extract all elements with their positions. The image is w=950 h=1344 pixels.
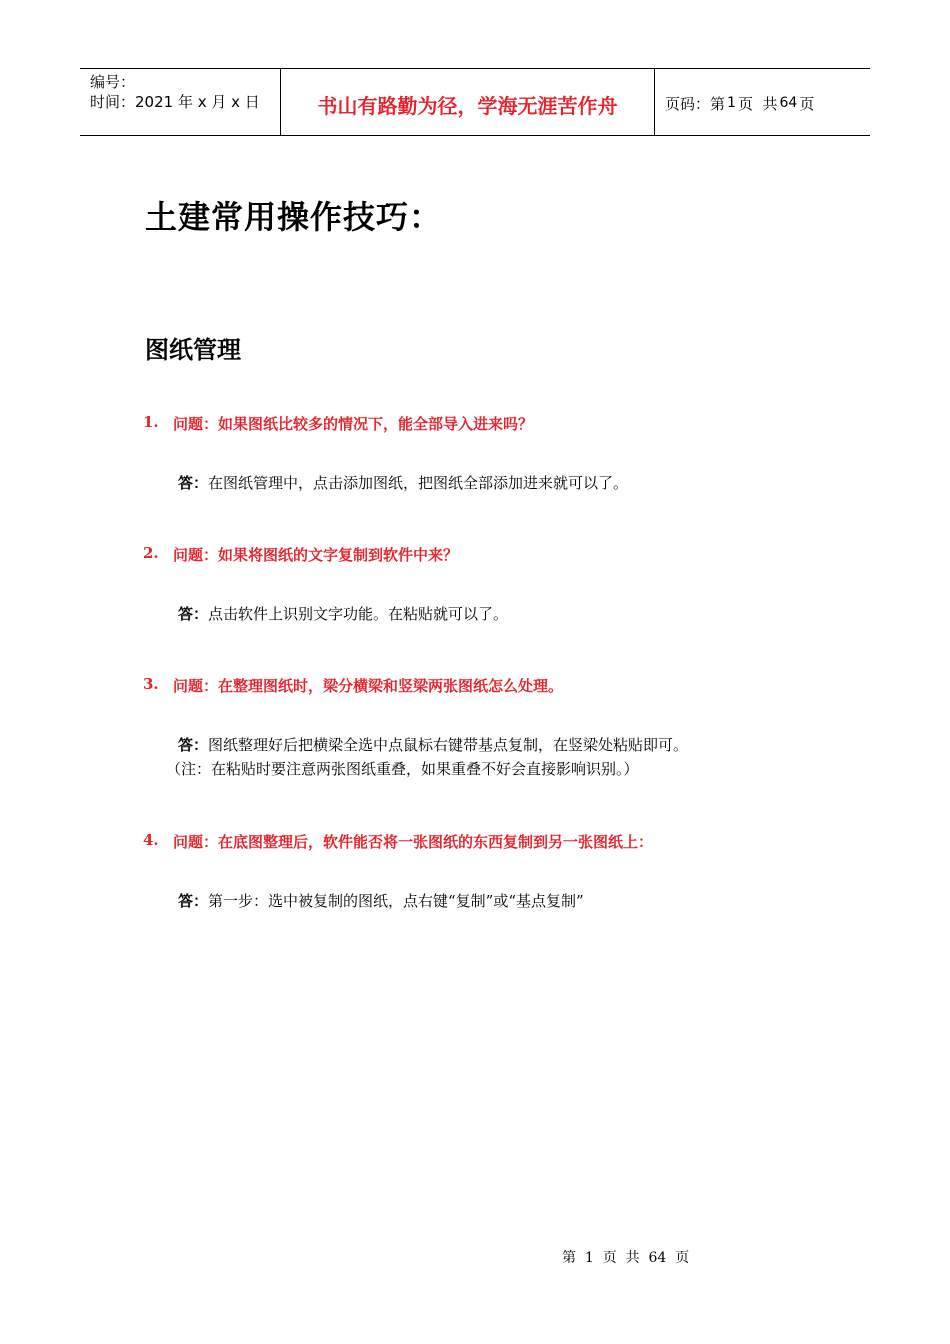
page-total: 64 bbox=[779, 95, 798, 111]
question-3 bbox=[143, 675, 563, 696]
question-number: 4. bbox=[143, 831, 159, 849]
page-current: 1 bbox=[727, 95, 736, 111]
answer-label: 答： bbox=[178, 892, 209, 910]
document-title: 土建常用操作技巧： bbox=[145, 198, 443, 236]
header-motto: 书山有路勤为径，学海无涯苦作舟 bbox=[281, 69, 655, 135]
answer-text: 第一步：选中被复制的图纸，点右键“复制”或“基点复制” bbox=[208, 892, 584, 910]
answer-label: 答： bbox=[178, 736, 209, 754]
header-table bbox=[80, 68, 870, 136]
question-2 bbox=[143, 544, 458, 565]
question-text: 问题：如果将图纸的文字复制到软件中来？ bbox=[173, 546, 459, 564]
time-label: 时间：2021 年 x 月 x 日 bbox=[90, 93, 260, 111]
answer-2 bbox=[178, 602, 508, 626]
number-label: 编号： bbox=[90, 73, 136, 91]
question-text: 问题：如果图纸比较多的情况下，能全部导入进来吗？ bbox=[173, 415, 534, 433]
answer-1 bbox=[178, 471, 628, 495]
answer-note: （注：在粘贴时要注意两张图纸重叠，如果重叠不好会直接影响识别。） bbox=[166, 760, 639, 778]
header-meta bbox=[80, 69, 281, 135]
question-number: 3. bbox=[143, 675, 159, 693]
page-suffix: 页 bbox=[799, 94, 815, 113]
answer-3 bbox=[166, 733, 689, 781]
section-title: 图纸管理 bbox=[145, 336, 241, 364]
question-number: 2. bbox=[143, 544, 159, 562]
answer-4 bbox=[178, 889, 584, 913]
answer-text: 在图纸管理中，点击添加图纸，把图纸全部添加进来就可以了。 bbox=[208, 474, 629, 492]
answer-text: 点击软件上识别文字功能。在粘贴就可以了。 bbox=[208, 605, 509, 623]
page-prefix: 页码：第 bbox=[665, 94, 726, 113]
question-text: 问题：在底图整理后，软件能否将一张图纸的东西复制到另一张图纸上： bbox=[173, 833, 654, 851]
question-1 bbox=[143, 413, 533, 434]
footer-page-number: 第 1 页 共 64 页 bbox=[562, 1250, 690, 1266]
question-text: 问题：在整理图纸时，梁分横梁和竖梁两张图纸怎么处理。 bbox=[173, 677, 564, 695]
answer-label: 答： bbox=[178, 474, 209, 492]
answer-text: 图纸整理好后把横梁全选中点鼠标右键带基点复制，在竖梁处粘贴即可。 bbox=[208, 736, 689, 754]
header-page-info bbox=[655, 69, 870, 135]
answer-label: 答： bbox=[178, 605, 209, 623]
page-footer bbox=[0, 1247, 950, 1267]
page-mid: 页 共 bbox=[737, 94, 778, 113]
question-number: 1. bbox=[143, 413, 159, 431]
question-4 bbox=[143, 831, 653, 852]
